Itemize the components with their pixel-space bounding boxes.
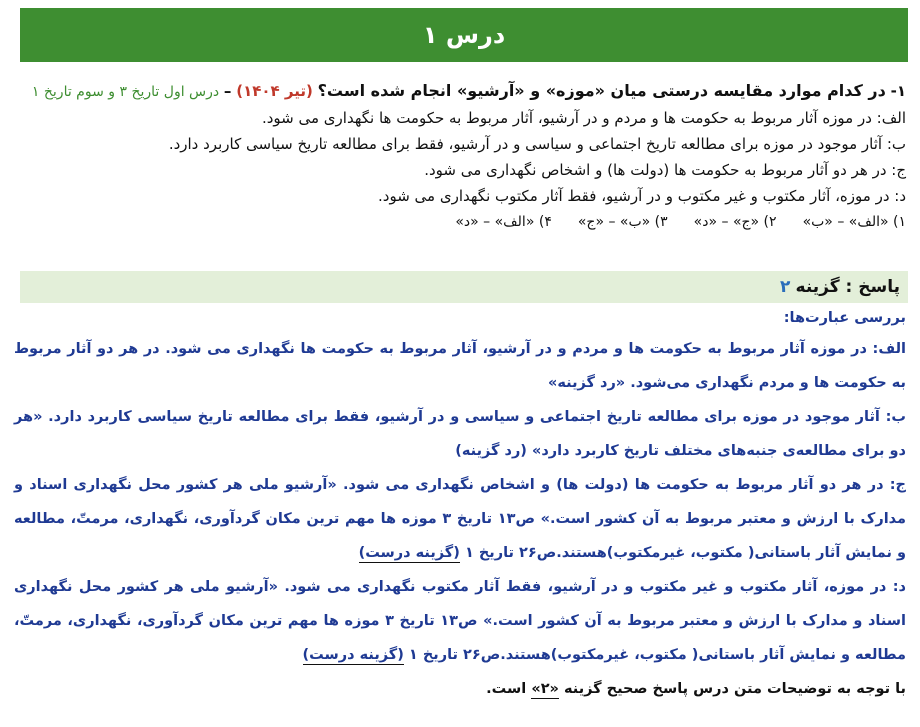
statement-dal: د: در موزه، آثار مکتوب و غیر مکتوب و در آرشیو، فقط آثار مکتوب نگهداری می شود. (378, 187, 906, 205)
explanation-jim-note: «آرشیو ملی هر کشور محل نگهداری اسناد و مدارک با ارزش و معتبر مربوط به آن کشور است.» ص۱۳ تاریخ ۳ موزه ها مهم ترین مکان گردآوری، نگهداری، مرمتّ، مطالعه و نمایش آثار باستانی( مکتوب، غیرمکتوب)هستند.ص۲۶ تاریخ ۱ (14, 477, 907, 561)
option-1[interactable]: ۱) «الف» – «ب» (802, 214, 906, 230)
conclusion-text: با توجه به توضیحات متن درس پاسخ صحیح گزینه (563, 681, 906, 697)
explanation-dal-note: «آرشیو ملی هر کشور محل نگهداری اسناد و مدارک با ارزش و معتبر مربوط به آن کشور است.» ص۱۳ تاریخ ۳ موزه ها مهم ترین مکان گردآوری، نگهداری، مرمتّ، مطالعه و نمایش آثار باستانی( مکتوب، غیرمکتوب)هستند.ص۲۶ تاریخ ۱ (14, 579, 907, 663)
statement-alef: الف: در موزه آثار مربوط به حکومت ها و مردم و در آرشیو، آثار مربوط به حکومت ها نگهداری می شود. (261, 109, 906, 127)
statement-be: ب: آثار موجود در موزه برای مطالعه تاریخ اجتماعی و سیاسی و در آرشیو، فقط برای مطالعه تاریخ سیاسی کاربرد دارد. (168, 135, 906, 153)
explanation-jim (14, 468, 906, 570)
explanation-heading: بررسی عبارت‌ها: (783, 310, 906, 326)
lesson-banner (20, 8, 908, 62)
conclusion (14, 672, 906, 706)
explanation-be-statement: ب: آثار موجود در موزه برای مطالعه تاریخ اجتماعی و سیاسی و در آرشیو، فقط برای مطالعه تاریخ سیاسی کاربرد دارد. (48, 409, 906, 425)
statement-jim: ج: در هر دو آثار مربوط به حکومت ها (دولت ها) و اشخاص نگهداری می شود. (424, 161, 906, 179)
question-year: (تیر ۱۴۰۴) (236, 82, 313, 100)
explanation-dal-statement: د: در موزه، آثار مکتوب و غیر مکتوب و در آرشیو، فقط آثار مکتوب نگهداری می شود. (284, 579, 906, 595)
question-block (14, 78, 906, 235)
explanation-jim-statement: ج: در هر دو آثار مربوط به حکومت ها (دولت ها) و اشخاص نگهداری می شود. (343, 477, 906, 493)
question-text: در کدام موارد مقایسه درستی میان «موزه» و «آرشیو» انجام شده است؟ (317, 81, 886, 100)
explanation-alef: الف: در موزه آثار مربوط به حکومت ها و مردم و در آرشیو، آثار مربوط به حکومت ها نگهداری می شود. در هر دو آثار مربوط به حکومت ها و مردم نگهداری می‌شود. «رد گزینه» (14, 341, 906, 391)
lesson-title: درس ۱ (422, 21, 506, 49)
explanation-be (14, 400, 906, 468)
explanation-block (14, 308, 906, 706)
explanation-be-note: «هر دو برای مطالعه‌ی جنبه‌های مختلف تاریخ کاربرد دارد» (رد گزینه) (14, 409, 906, 459)
answer-label: پاسخ : گزینه (795, 277, 900, 297)
option-4[interactable]: ۴) «الف» – «د» (455, 214, 552, 230)
explanation-jim-verdict: (گزینه درست) (358, 545, 460, 561)
conclusion-answer: «۲» (531, 681, 559, 697)
question-header (14, 78, 906, 105)
answer-number: ۲ (780, 277, 791, 297)
explanation-dal-verdict: (گزینه درست) (302, 647, 404, 663)
question-dash: – (223, 82, 232, 100)
conclusion-end: است. (486, 681, 527, 697)
option-2[interactable]: ۲) «ج» – «د» (693, 214, 777, 230)
explanation-dal (14, 570, 906, 672)
option-3[interactable]: ۳) «ب» – «ج» (577, 214, 668, 230)
options-row (14, 209, 906, 235)
question-source: درس اول تاریخ ۳ و سوم تاریخ ۱ (31, 84, 220, 100)
question-number: ۱- (890, 82, 906, 100)
answer-bar (20, 271, 908, 303)
